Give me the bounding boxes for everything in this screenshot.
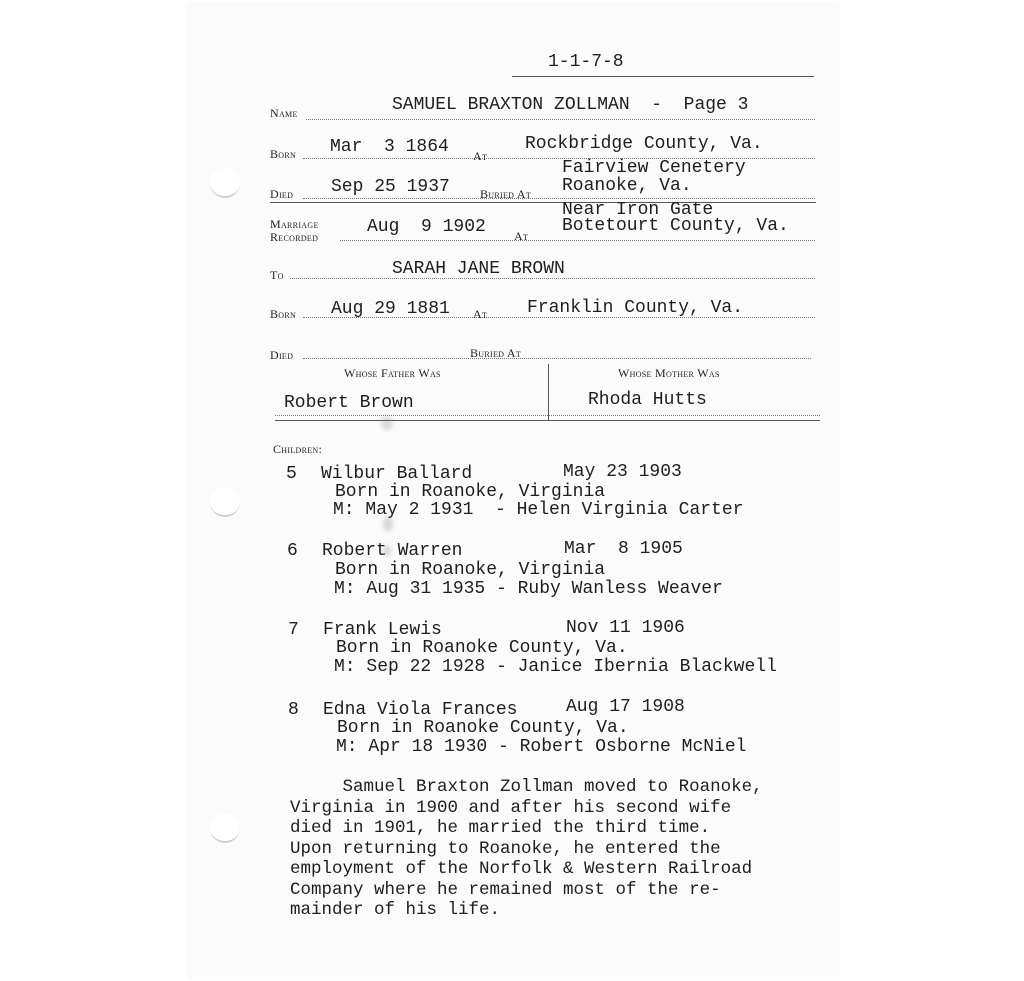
died-label: Died	[270, 187, 294, 201]
child-marriage: M: Sep 22 1928 - Janice Ibernia Blackwell	[334, 657, 777, 677]
marriage-place-line2: Botetourt County, Va.	[562, 216, 789, 236]
narrative-line: mainder of his life.	[290, 900, 501, 920]
child-birthplace: Born in Roanoke County, Va.	[337, 718, 629, 738]
born-label: Born	[270, 147, 297, 161]
ink-smudge	[381, 416, 393, 430]
binder-hole	[210, 813, 240, 843]
born-at-label: At	[473, 149, 488, 163]
born-date: Mar 3 1864	[330, 137, 449, 157]
narrative-paragraph	[290, 777, 763, 921]
spouse-born-at-label: At	[473, 307, 488, 321]
parents-divider	[548, 364, 549, 420]
name-label: Name	[270, 106, 298, 120]
buried-place-line2: Roanoke, Va.	[562, 176, 692, 196]
child-birthplace: Born in Roanoke County, Va.	[336, 638, 628, 658]
child-number: 6	[287, 541, 298, 561]
child-number: 5	[286, 464, 297, 484]
child-birth-date: May 23 1903	[563, 462, 682, 482]
spouse-buried-at-label: Buried At	[470, 346, 522, 360]
recorded-label: Recorded	[270, 230, 319, 244]
reference-underline	[512, 76, 814, 77]
ink-smudge	[383, 516, 393, 532]
buried-at-label: Buried At	[480, 187, 532, 201]
child-marriage: M: Aug 31 1935 - Ruby Wanless Weaver	[334, 579, 723, 599]
child-number: 8	[288, 700, 299, 720]
child-marriage: M: Apr 18 1930 - Robert Osborne McNiel	[336, 737, 747, 757]
spouse-name: SARAH JANE BROWN	[392, 259, 565, 279]
parents-bottom-rule	[275, 420, 820, 421]
narrative-line: Company where he remained most of the re-	[290, 879, 721, 900]
died-line	[303, 198, 815, 199]
to-label: To	[270, 268, 284, 282]
narrative-line: Samuel Braxton Zollman moved to Roanoke,	[290, 777, 763, 797]
died-date: Sep 25 1937	[331, 177, 450, 197]
marriage-at-label: At	[514, 229, 529, 243]
binder-hole	[210, 487, 240, 517]
section-divider	[270, 202, 816, 203]
child-birth-date: Aug 17 1908	[566, 697, 685, 717]
marriage-label: Marriage	[270, 217, 319, 231]
child-name: Wilbur Ballard	[321, 464, 473, 484]
children-label: Children:	[273, 442, 323, 456]
spouse-born-date: Aug 29 1881	[331, 299, 450, 319]
spouse-died-line	[303, 358, 811, 359]
child-birthplace: Born in Roanoke, Virginia	[335, 482, 606, 502]
mother-name: Rhoda Hutts	[588, 390, 707, 410]
marriage-date: Aug 9 1902	[367, 217, 486, 237]
child-name: Robert Warren	[322, 541, 463, 561]
child-birth-date: Nov 11 1906	[566, 618, 685, 638]
binder-hole	[210, 168, 240, 198]
parents-line	[275, 415, 820, 416]
spouse-born-place: Franklin County, Va.	[527, 298, 744, 318]
child-name: Edna Viola Frances	[323, 700, 518, 720]
name-line	[306, 119, 815, 120]
child-birthplace: Born in Roanoke, Virginia	[335, 560, 606, 580]
marriage-line	[340, 240, 815, 241]
ink-smudge	[383, 545, 391, 557]
child-marriage: M: May 2 1931 - Helen Virginia Carter	[333, 500, 744, 520]
spouse-died-label: Died	[270, 348, 294, 362]
child-birth-date: Mar 8 1905	[564, 539, 683, 559]
narrative-line: Virginia in 1900 and after his second wife	[290, 797, 732, 818]
mother-header: Whose Mother Was	[618, 366, 720, 380]
father-name: Robert Brown	[284, 393, 414, 413]
narrative-line: employment of the Norfolk & Western Railroad	[290, 859, 753, 879]
born-place: Rockbridge County, Va.	[525, 134, 763, 154]
narrative-line: died in 1901, he married the third time.	[290, 818, 711, 838]
child-name: Frank Lewis	[323, 620, 442, 640]
narrative-line: Upon returning to Roanoke, he entered the	[290, 838, 721, 859]
buried-place-line1: Fairview Cenetery	[562, 158, 746, 178]
child-number: 7	[288, 620, 299, 640]
reference-number: 1-1-7-8	[548, 52, 624, 72]
spouse-born-label: Born	[270, 307, 297, 321]
marriage-place-line1: Near Iron Gate	[562, 200, 714, 220]
person-name: SAMUEL BRAXTON ZOLLMAN - Page 3	[392, 95, 749, 115]
father-header: Whose Father Was	[344, 366, 441, 380]
